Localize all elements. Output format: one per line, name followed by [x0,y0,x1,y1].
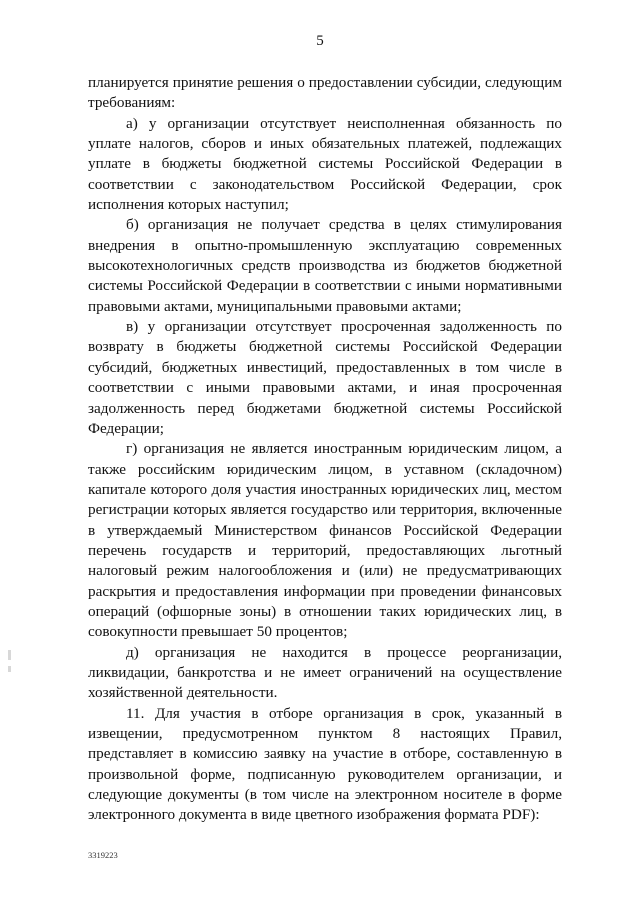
paragraph-b: б) организация не получает средства в целях стимулирования внедрения в опытно-промышленную эксплуатацию современных высокотехнологичных средств производства из бюджетов бюджетной системы Российской Федерации в соответствии с иными нормативными правовыми актами, муниципальными правовыми актами; [88,216,562,315]
paragraph-intro: планируется принятие решения о предоставлении субсидии, следующим требованиям: [88,74,562,112]
paragraph-d: д) организация не находится в процессе реорганизации, ликвидации, банкротства и не имеет ограничений на осуществление хозяйственной деятельности. [88,643,562,702]
scan-mark [8,666,11,672]
paragraph-a: а) у организации отсутствует неисполненная обязанность по уплате налогов, сборов и иных обязательных платежей, подлежащих уплате в бюджеты бюджетной системы Российской Федерации в соответствии с законодательством Российской Федерации, срок исполнения которых наступил; [88,114,562,214]
document-code: 3319223 [88,850,118,860]
paragraph-g: г) организация не является иностранным юридическим лицом, а также российским юридическим лицом, в уставном (складочном) капитале которого доля участия иностранных юридических лиц, местом регистрации которых является государство или территория, включенные в утверждаемый Министерством финансов Российской Федерации перечень государств и территорий, предоставляющих льготный налоговый режим налогообложения и (или) не предусматривающих раскрытия и предоставления информации при проведении финансовых операций (офшорные зоны) в отношении таких юридических лиц, в совокупности превышает 50 процентов; [88,440,562,641]
page-number: 5 [316,33,324,49]
document-body [88,73,562,826]
paragraph-11: 11. Для участия в отборе организация в срок, указанный в извещении, предусмотренном пунктом 8 настоящих Правил, представляет в комиссию заявку на участие в отборе, составленную в произвольной форме, подписанную руководителем организации, и следующие документы (в том числе на электронном носителе в форме электронного документа в виде цветного изображения формата PDF): [88,704,562,824]
scan-mark [8,650,11,660]
paragraph-v: в) у организации отсутствует просроченная задолженность по возврату в бюджеты бюджетной системы Российской Федерации субсидий, бюджетных инвестиций, предоставленных в том числе в соответствии с иными правовыми актами, и иная просроченная задолженность перед бюджетами бюджетной системы Российской Федерации; [88,318,562,437]
